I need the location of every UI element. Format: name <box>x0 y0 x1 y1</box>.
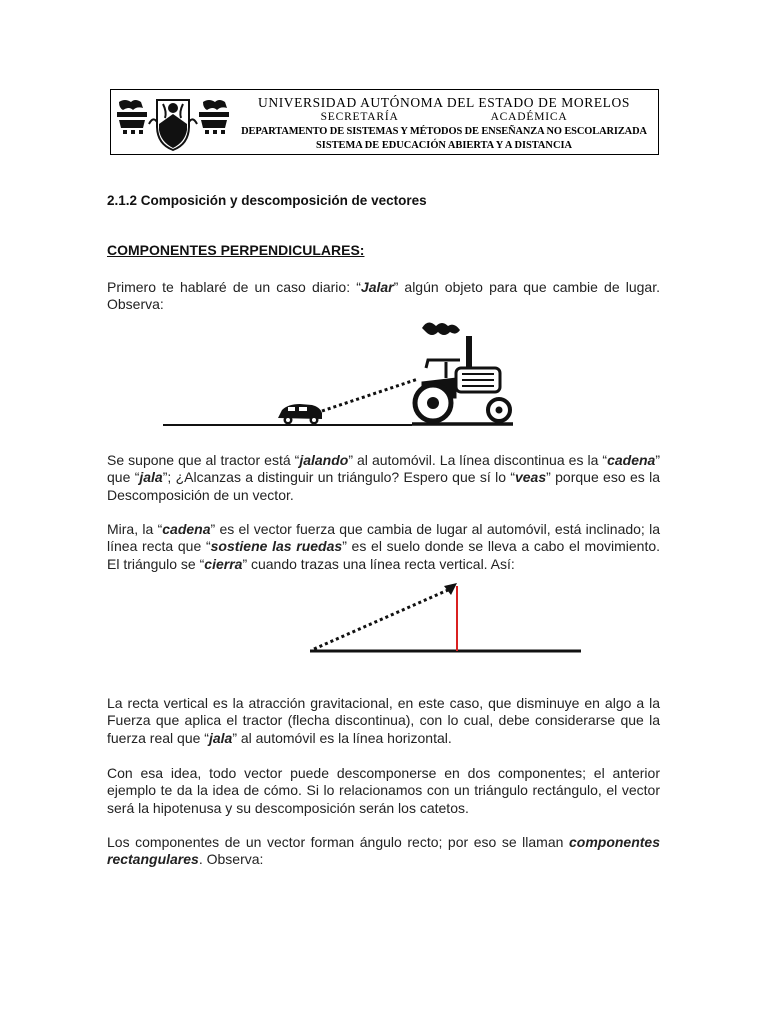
subsection-title: COMPONENTES PERPENDICULARES: <box>107 242 365 258</box>
tractor-pulling-car-figure <box>160 312 520 432</box>
vector-triangle-figure <box>300 572 590 662</box>
paragraph-decomposition: Con esa idea, todo vector puede descomponerse en dos componentes; el anterior ejemplo te da la idea de cómo. Si lo relacionamos con un triángulo rectángulo, el vector será la hipotenusa y su descomposición serán los catetos. <box>107 765 660 816</box>
university-name: UNIVERSIDAD AUTÓNOMA DEL ESTADO DE MORELOS <box>258 95 630 110</box>
paragraph-chain-vector: Mira, la “cadena” es el vector fuerza que cambia de lugar al automóvil, está inclinado; la línea recta que “sostiene las ruedas” es el suelo donde se lleva a cabo el movimiento. El triángulo se “cierra” cuando trazas una línea recta vertical. Así: <box>107 521 661 572</box>
force-vector-dashed-line <box>314 590 448 649</box>
paragraph-intro: Primero te hablaré de un caso diario: “Jalar” algún objeto para que cambie de lugar. Observa: <box>107 279 661 313</box>
secretariat-label: SECRETARÍA <box>320 111 399 123</box>
system-name: SISTEMA DE EDUCACIÓN ABIERTA Y A DISTANCIA <box>316 140 572 151</box>
paragraph-gravity: La recta vertical es la atracción gravitacional, en este caso, que disminuye en algo a la Fuerza que aplica el tractor (flecha discontinua), con lo cual, debe considerarse que la fuerza real que “jala” al automóvil es la línea horizontal. <box>107 695 660 746</box>
paragraph-rectangular-components: Los componentes de un vector forman ángulo recto; por eso se llaman componentes rectangulares. Observa: <box>107 834 660 868</box>
car-icon <box>278 404 322 425</box>
exhaust-pipe <box>466 336 472 368</box>
letterhead <box>110 89 659 155</box>
section-title: 2.1.2 Composición y descomposición de vectores <box>107 193 427 208</box>
paragraph-chain-triangle: Se supone que al tractor está “jalando” al automóvil. La línea discontinua es la “cadena” que “jala”; ¿Alcanzas a distinguir un triángulo? Espero que sí lo “veas” porque eso es la Descomposición de un vector. <box>107 452 660 503</box>
vector-arrowhead-icon <box>444 583 457 595</box>
smoke-icon <box>422 322 460 335</box>
department-name: DEPARTAMENTO DE SISTEMAS Y MÉTODOS DE ENSEÑANZA NO ESCOLARIZADA <box>241 126 647 137</box>
university-seal-logo <box>115 94 231 152</box>
tractor-icon <box>415 322 510 421</box>
academic-label: ACADÉMICA <box>490 111 568 123</box>
chain-dashed-line <box>322 379 418 411</box>
secretariat-line <box>231 111 657 123</box>
